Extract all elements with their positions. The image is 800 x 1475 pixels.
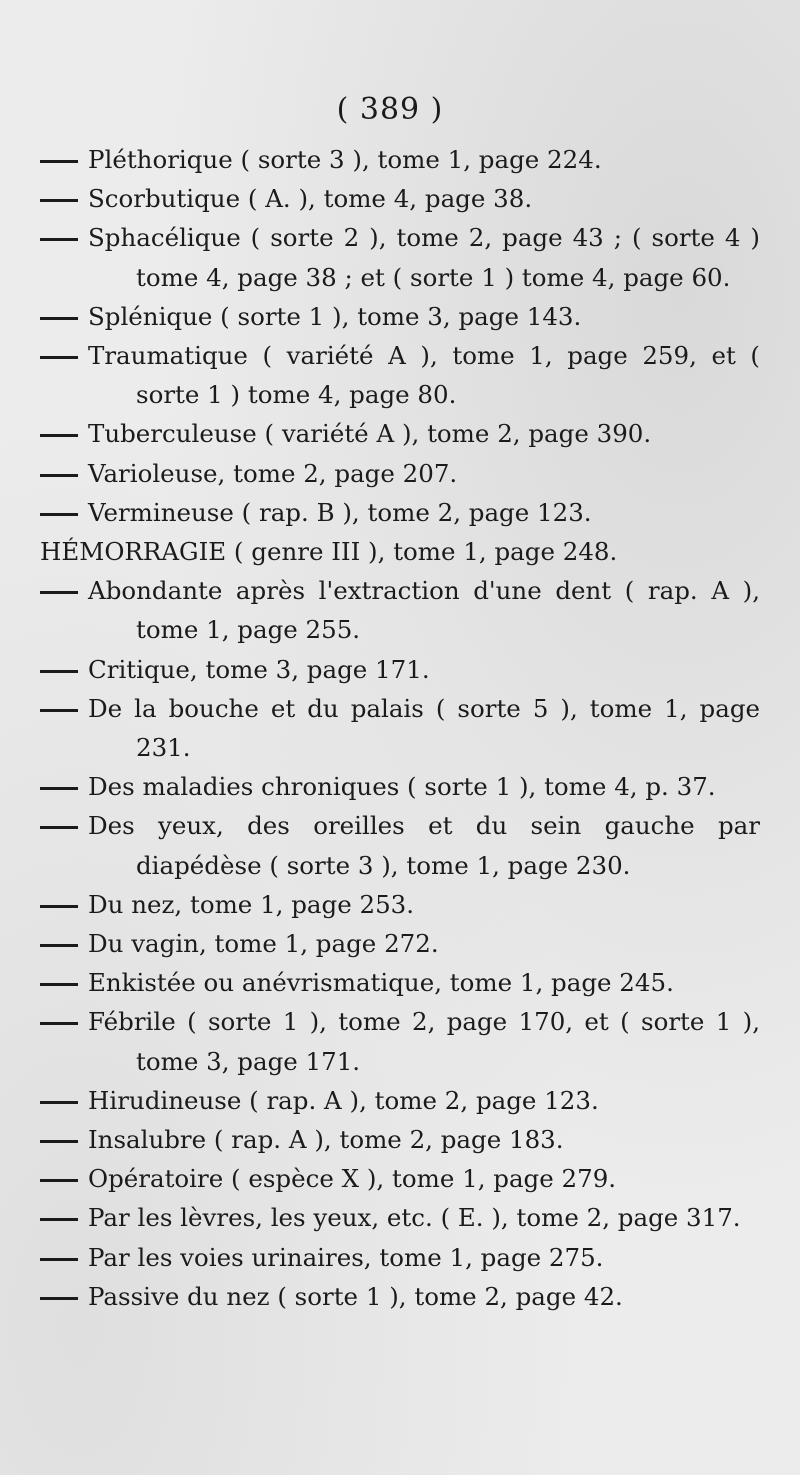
index-entry: Enkistée ou anévrismatique, tome 1, page 245. xyxy=(40,963,760,1002)
index-entry: Varioleuse, tome 2, page 207. xyxy=(40,454,760,493)
index-entry: Splénique ( sorte 1 ), tome 3, page 143. xyxy=(40,297,760,336)
index-entry: Sphacélique ( sorte 2 ), tome 2, page 43 ; ( sorte 4 ) tome 4, page 38 ; et ( sorte 1 ) tome 4, page 60. xyxy=(40,218,760,296)
index-entry: Opératoire ( espèce X ), tome 1, page 279. xyxy=(40,1159,760,1198)
index-entry: De la bouche et du palais ( sorte 5 ), tome 1, page 231. xyxy=(40,689,760,767)
index-entry: Passive du nez ( sorte 1 ), tome 2, page 42. xyxy=(40,1277,760,1316)
page-number: ( 389 ) xyxy=(336,92,444,127)
index-entry: Par les lèvres, les yeux, etc. ( E. ), tome 2, page 317. xyxy=(40,1198,760,1237)
index-entry: Fébrile ( sorte 1 ), tome 2, page 170, et ( sorte 1 ), tome 3, page 171. xyxy=(40,1002,760,1080)
index-entry: Critique, tome 3, page 171. xyxy=(40,650,760,689)
index-entry: Des maladies chroniques ( sorte 1 ), tome 4, p. 37. xyxy=(40,767,760,806)
index-heading-entry: HÉMORRAGIE ( genre III ), tome 1, page 248. xyxy=(40,537,618,567)
index-entry: Traumatique ( variété A ), tome 1, page 259, et ( sorte 1 ) tome 4, page 80. xyxy=(40,336,760,414)
index-entry: Des yeux, des oreilles et du sein gauche par diapédèse ( sorte 3 ), tome 1, page 230. xyxy=(40,806,760,884)
index-entry: Du vagin, tome 1, page 272. xyxy=(40,924,760,963)
index-entry: Hirudineuse ( rap. A ), tome 2, page 123. xyxy=(40,1081,760,1120)
index-entry: Vermineuse ( rap. B ), tome 2, page 123. xyxy=(40,493,760,532)
index-entry: Tuberculeuse ( variété A ), tome 2, page 390. xyxy=(40,414,760,453)
index-entry: Abondante après l'extraction d'une dent ( rap. A ), tome 1, page 255. xyxy=(40,571,760,649)
index-entry: Pléthorique ( sorte 3 ), tome 1, page 224. xyxy=(40,140,760,179)
index-entry: Par les voies urinaires, tome 1, page 275. xyxy=(40,1238,760,1277)
index-entry: Du nez, tome 1, page 253. xyxy=(40,885,760,924)
index-entry: Scorbutique ( A. ), tome 4, page 38. xyxy=(40,179,760,218)
index-entry-list xyxy=(40,140,760,1316)
index-entry: Insalubre ( rap. A ), tome 2, page 183. xyxy=(40,1120,760,1159)
